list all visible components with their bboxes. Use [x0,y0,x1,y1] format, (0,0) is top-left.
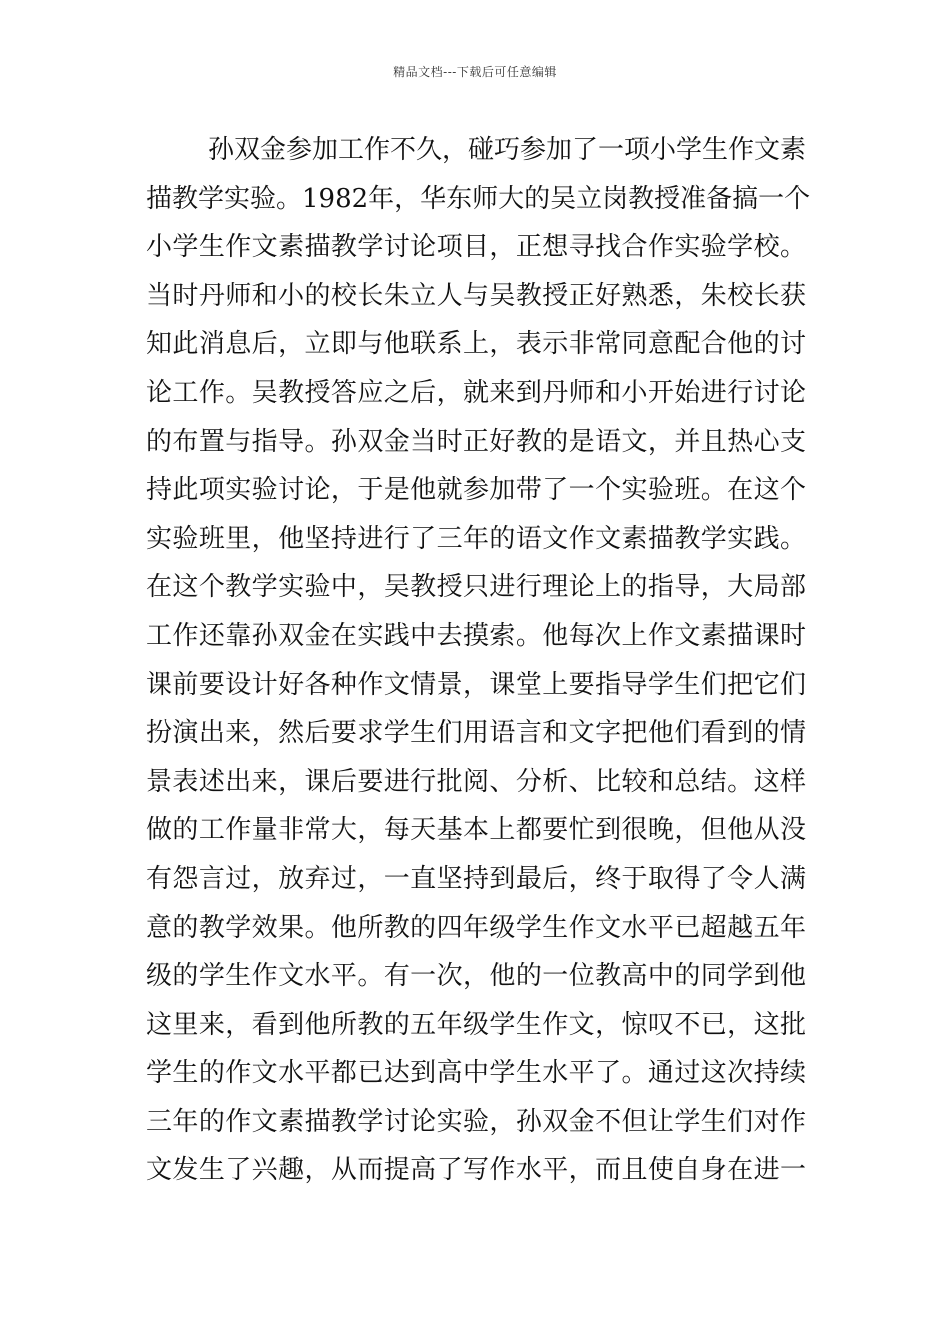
text-line: 课前要设计好各种作文情景，课堂上要指导学生们把它们 [146,669,806,700]
text-line: 孙双金参加工作不久，碰巧参加了一项小学生作文素 [208,135,807,165]
text-line: 文发生了兴趣，从而提高了写作水平，而且使自身在进一 [146,1155,806,1186]
text-line: 知此消息后，立即与他联系上，表示非常同意配合他的讨 [146,329,806,360]
text-line: 级的学生作文水平。有一次，他的一位教高中的同学到他 [146,961,806,992]
page-header: 精品文档---下载后可任意编辑 [393,65,557,79]
text-line: 的布置与指导。孙双金当时正好教的是语文，并且热心支 [146,426,806,457]
text-line: 学生的作文水平都已达到高中学生水平了。通过这次持续 [146,1058,806,1089]
text-line: 景表述出来，课后要进行批阅、分析、比较和总结。这样 [146,766,806,797]
document-body [146,126,811,1195]
text-line: 小学生作文素描教学讨论项目，正想寻找合作实验学校。 [146,232,806,263]
text-line: 工作还靠孙双金在实践中去摸索。他每次上作文素描课时 [146,620,806,651]
text-line: 扮演出来，然后要求学生们用语言和文字把他们看到的情 [146,718,806,749]
text-line: 意的教学效果。他所教的四年级学生作文水平已超越五年 [146,912,806,943]
text-line: 做的工作量非常大，每天基本上都要忙到很晚，但他从没 [146,815,806,846]
text-line: 三年的作文素描教学讨论实验，孙双金不但让学生们对作 [146,1106,806,1137]
text-line: 论工作。吴教授答应之后，就来到丹师和小开始进行讨论 [146,377,806,408]
text-line: 在这个教学实验中，吴教授只进行理论上的指导，大局部 [146,572,806,603]
text-line: 这里来，看到他所教的五年级学生作文，惊叹不已，这批 [146,1009,806,1040]
text-line: 实验班里，他坚持进行了三年的语文作文素描教学实践。 [146,523,806,554]
text-line: 有怨言过，放弃过，一直坚持到最后，终于取得了令人满 [146,863,806,894]
text-line: 持此项实验讨论，于是他就参加带了一个实验班。在这个 [146,475,806,506]
text-line: 描教学实验。1982年，华东师大的吴立岗教授准备搞一个 [146,183,811,214]
text-line: 当时丹师和小的校长朱立人与吴教授正好熟悉，朱校长获 [146,280,806,311]
